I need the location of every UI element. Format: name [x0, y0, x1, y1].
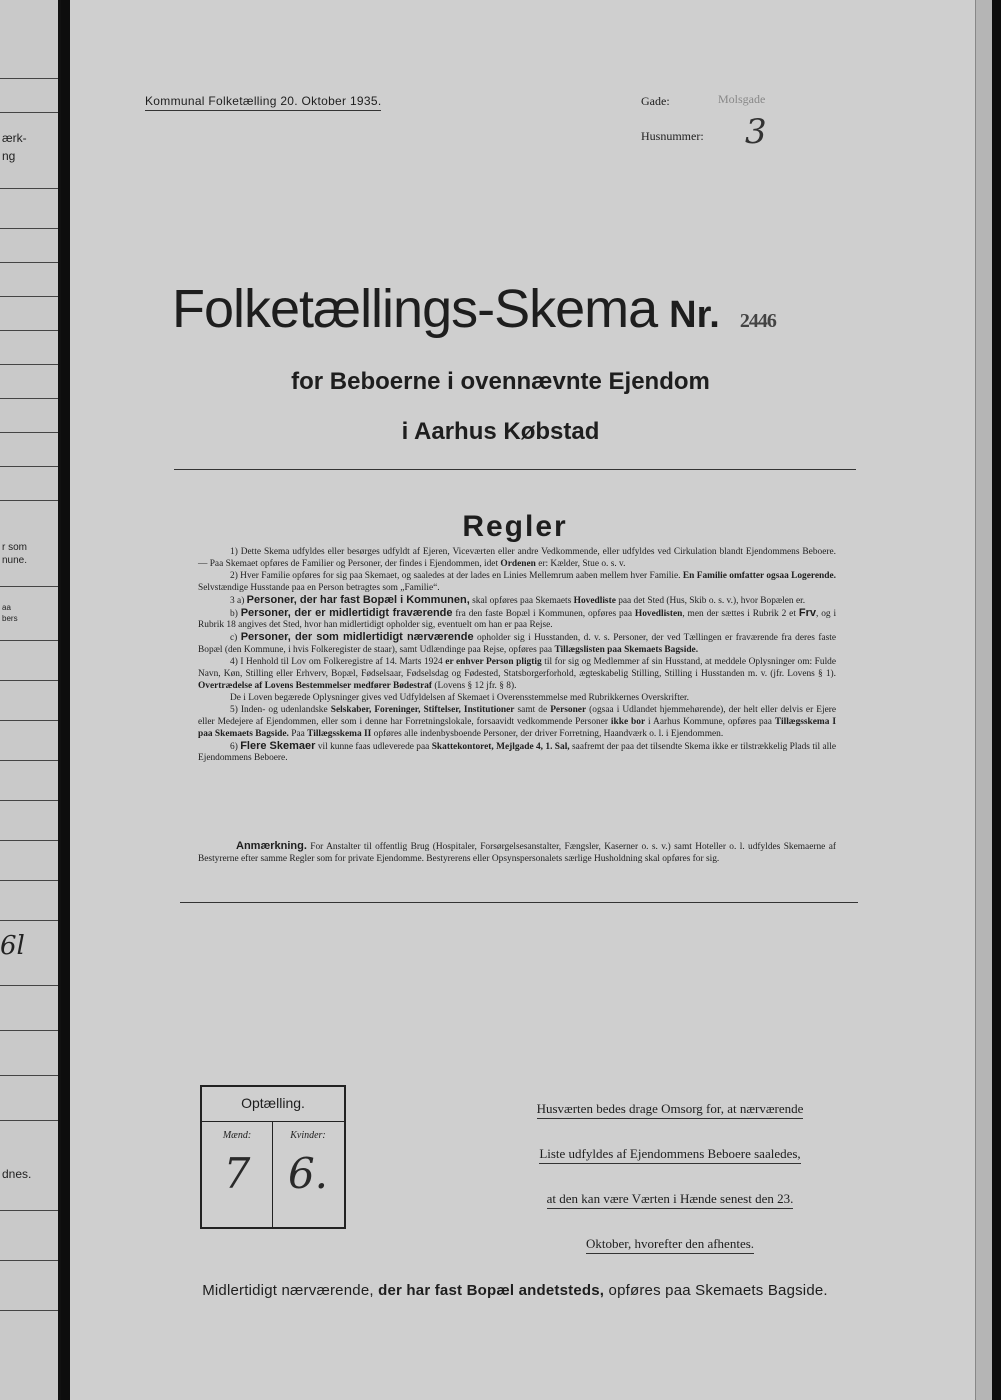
form-subtitle: for Beboerne i ovennævnte Ejendom	[291, 368, 710, 395]
form-subtitle-city: i Aarhus Købstad	[401, 418, 600, 445]
landlord-notice	[505, 1092, 835, 1272]
left-fragment: bers	[2, 614, 18, 623]
remark-label: Anmærkning.	[236, 840, 307, 852]
footer-note: Midlertidigt nærværende, der har fast Bopæl andetsteds, opføres paa Skemaets Bagside.	[202, 1282, 828, 1299]
left-handwriting: 6l	[0, 931, 25, 961]
form-number-label: Nr.	[669, 294, 720, 336]
house-number-label: Husnummer:	[641, 129, 704, 143]
notice-line: Liste udfyldes af Ejendommens Beboere saaledes,	[539, 1146, 800, 1164]
rules-text	[198, 547, 836, 765]
count-box	[200, 1085, 346, 1229]
rule-5: 5) Inden- og udenlandske Selskaber, Foreninger, Stiftelser, Institutioner samt de Personer (ogsaa i Udlandet hjemmehørende), der helt eller delvis er Ejere eller Medejere af Ejendommen, eller som i denne har Forretningslokale, forsaavidt vedkommende Personer ikke bor i Aarhus Kommune, opføres paa Tillægsskema I paa Skemaets Bagside. Paa Tillægsskema II opføres alle indenbysboende Personer, der driver Forretning, Haandværk o. l. i Ejendommen.	[198, 704, 837, 739]
men-count: 7	[223, 1149, 251, 1198]
women-label: Kvinder:	[290, 1130, 326, 1141]
left-fragment: r som	[2, 542, 27, 553]
divider	[180, 902, 858, 903]
divider	[174, 469, 856, 470]
census-header: Kommunal Folketælling 20. Oktober 1935.	[145, 94, 381, 111]
left-fragment: nune.	[2, 555, 28, 566]
rule-4: 4) I Henhold til Lov om Folkeregistre af 14. Marts 1924 er enhver Person pligtig til for sig og Medlemmer af sin Husstand, at meddele Oplysninger om: Fulde Navn, Køn, Stilling eller Erhverv, Bopæl, Fødselsaar, Fødselsdag og Fødested, Statsborgerforhold, ægteskabelig Stilling, Stilling i Husstanden m. v. (jfr. Lovens § 1). Overtrædelse af Lovens Bestemmelser medfører Bødestraf (Lovens § 12 jfr. § 8).	[198, 657, 837, 691]
rule-3a: 3 a) Personer, der har fast Bopæl i Kommunen, skal opføres paa Skemaets Hovedliste paa det Sted (Hus, Skib o. s. v.), hvor Bopælen er.	[230, 593, 806, 606]
house-number-value: 3	[745, 112, 767, 152]
street-label: Gade:	[641, 94, 670, 108]
left-fragment: ærk-	[2, 131, 27, 145]
page-edge	[975, 0, 992, 1400]
form-title	[172, 278, 892, 340]
form-number-value: 2446	[739, 310, 776, 332]
left-facing-page	[0, 0, 61, 1400]
rules-heading: Regler	[462, 510, 568, 543]
rule-6: 6) Flere Skemaer vil kunne faas udleverede paa Skattekontoret, Mejlgade 4, 1. Sal, saafremt der paa det tilsendte Skema ikke er tilstrækkelig Plads til alle Ejendommens Beboere.	[198, 739, 837, 764]
notice-line: Husværten bedes drage Omsorg for, at nærværende	[537, 1101, 804, 1119]
street-value: Molsgade	[718, 92, 766, 106]
notice-line: Oktober, hvorefter den afhentes.	[586, 1236, 754, 1254]
count-title: Optælling.	[241, 1095, 305, 1111]
remark-text: Anmærkning. For Anstalter til offentlig Brug (Hospitaler, Forsørgelsesanstalter, Fængsler, Kaserner o. s. v.) samt Hoteller o. l. udfyldes Skemaerne af Bestyrerne efter samme Regler som for private Ejendomme. Bestyrerens eller Opsynspersonalets særlige Husholdning skal opføres for sig.	[198, 840, 836, 864]
notice-line: at den kan være Værten i Hænde senest den 23.	[547, 1191, 794, 1209]
men-label: Mænd:	[222, 1130, 252, 1141]
left-fragment: ng	[2, 149, 16, 163]
form-title-main: Folketællings-Skema	[172, 279, 658, 339]
left-fragment: aa	[2, 603, 11, 612]
rule-1: 1) Dette Skema udfyldes eller besørges udfyldt af Ejeren, Viceværten eller andre Vedkommende, eller udfyldes ved Cirkulation blandt Ejendommens Beboere. — Paa Skemaet opføres de Familier og Personer, der findes i Ejendommen, idet Ordenen er: Kælder, Stue o. s. v.	[198, 547, 836, 569]
left-fragment: dnes.	[2, 1167, 32, 1181]
rule-4b: De i Loven begærede Oplysninger gives ved Udfyldelsen af Skemaet i Overensstemmelse med Rubrikkernes Overskrifter.	[230, 692, 689, 703]
women-count: 6.	[287, 1149, 329, 1198]
rule-3c: c) Personer, der som midlertidigt nærværende opholder sig i Husstanden, d. v. s. Personer, der ved Tællingen er fraværende fra deres faste Bopæl (den Kommune, i hvis Folkeregister de staar), samt Udlændinge paa Rejse, opføres paa Tillægslisten paa Skemaets Bagside.	[198, 631, 837, 656]
rule-3b: b) Personer, der er midlertidigt fraværende fra den faste Bopæl i Kommunen, opføres paa Hovedlisten, men der sættes i Rubrik 2 et Frv, og i Rubrik 18 angives det Sted, hvor han midlertidigt opholder sig, eventuelt om han er paa Rejse.	[198, 606, 837, 631]
rule-2: 2) Hver Familie opføres for sig paa Skemaet, og saaledes at der lades en Linies Mellemrum aaben mellem hver Familie. En Familie omfatter ogsaa Logerende. Selvstændige Husstande paa en Person betragtes som „Familie“.	[198, 570, 836, 593]
